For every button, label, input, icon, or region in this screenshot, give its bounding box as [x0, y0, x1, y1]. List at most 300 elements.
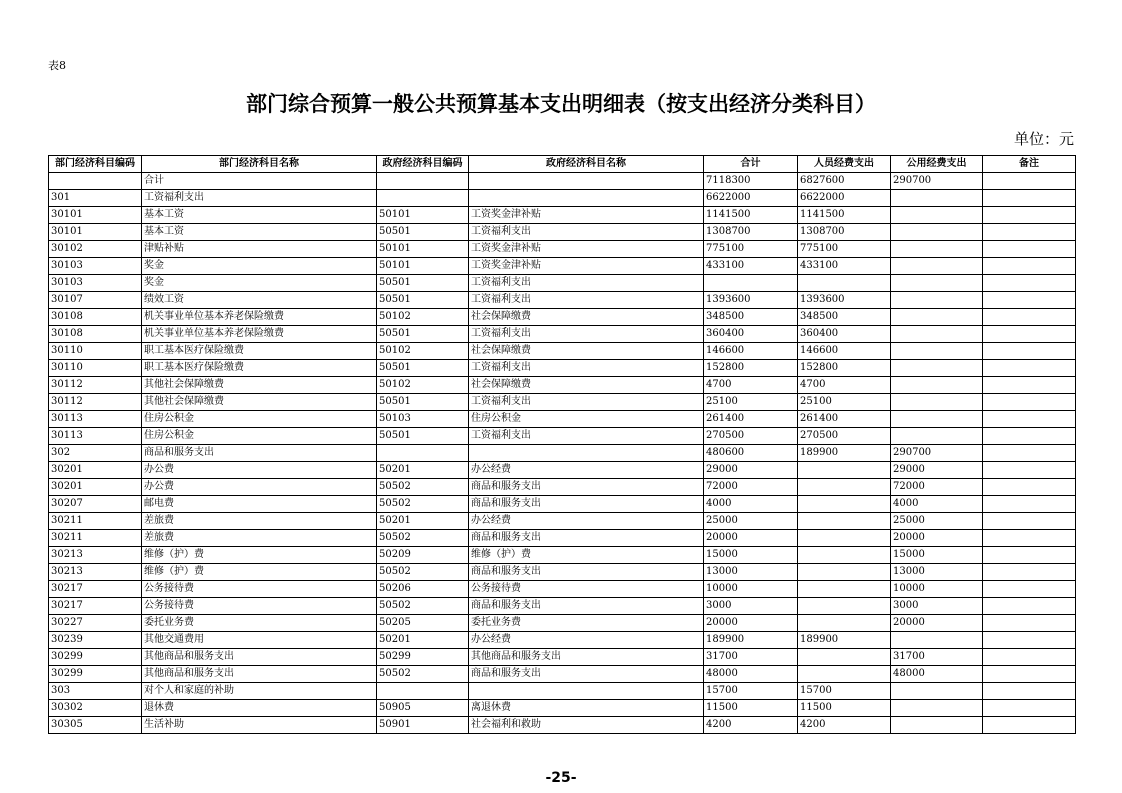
- table-cell: 348500: [704, 309, 798, 326]
- table-cell: 4200: [704, 717, 798, 734]
- page-number: -25-: [545, 770, 577, 786]
- table-cell: 住房公积金: [469, 411, 704, 428]
- table-cell: [983, 190, 1076, 207]
- table-cell: 工资奖金津补贴: [469, 207, 704, 224]
- table-cell: 维修（护）费: [142, 564, 377, 581]
- table-cell: 20000: [704, 615, 798, 632]
- table-cell: 工资福利支出: [469, 275, 704, 292]
- table-cell: 住房公积金: [142, 428, 377, 445]
- table-cell: [891, 411, 983, 428]
- table-cell: 30213: [49, 564, 142, 581]
- table-cell: [983, 360, 1076, 377]
- table-row: [49, 377, 1076, 394]
- table-cell: 50102: [377, 377, 469, 394]
- table-cell: 职工基本医疗保险缴费: [142, 360, 377, 377]
- table-cell: [983, 326, 1076, 343]
- table-cell: 189900: [798, 632, 891, 649]
- table-cell: 15700: [704, 683, 798, 700]
- table-row: [49, 275, 1076, 292]
- table-cell: [983, 547, 1076, 564]
- table-cell: 办公经费: [469, 632, 704, 649]
- table-cell: 委托业务费: [142, 615, 377, 632]
- table-cell: [798, 598, 891, 615]
- table-cell: 50501: [377, 428, 469, 445]
- table-cell: 30113: [49, 411, 142, 428]
- table-cell: [983, 377, 1076, 394]
- table-cell: [798, 547, 891, 564]
- table-cell: 30207: [49, 496, 142, 513]
- table-cell: 商品和服务支出: [469, 564, 704, 581]
- table-cell: 住房公积金: [142, 411, 377, 428]
- table-cell: 50101: [377, 207, 469, 224]
- table-cell: 社会福利和救助: [469, 717, 704, 734]
- table-cell: [983, 207, 1076, 224]
- table-cell: 基本工资: [142, 224, 377, 241]
- table-cell: [891, 258, 983, 275]
- table-cell: [891, 360, 983, 377]
- table-cell: [798, 462, 891, 479]
- table-row: [49, 683, 1076, 700]
- table-cell: [983, 683, 1076, 700]
- table-cell: 公务接待费: [142, 598, 377, 615]
- table-cell: 维修（护）费: [469, 547, 704, 564]
- table-cell: [983, 428, 1076, 445]
- table-cell: 商品和服务支出: [469, 479, 704, 496]
- table-cell: [891, 275, 983, 292]
- table-cell: 50901: [377, 717, 469, 734]
- table-cell: 50201: [377, 632, 469, 649]
- table-cell: 4200: [798, 717, 891, 734]
- header-cell: 人员经费支出: [798, 156, 891, 173]
- header-cell: 公用经费支出: [891, 156, 983, 173]
- table-cell: [983, 343, 1076, 360]
- table-cell: 3000: [891, 598, 983, 615]
- table-cell: [891, 207, 983, 224]
- table-cell: 30110: [49, 343, 142, 360]
- table-cell: 30217: [49, 598, 142, 615]
- table-cell: [469, 445, 704, 462]
- table-cell: [983, 394, 1076, 411]
- table-cell: 30107: [49, 292, 142, 309]
- table-cell: 11500: [704, 700, 798, 717]
- table-cell: [798, 649, 891, 666]
- table-cell: [983, 666, 1076, 683]
- table-cell: [469, 173, 704, 190]
- header-cell: 部门经济科目名称: [142, 156, 377, 173]
- table-cell: [377, 445, 469, 462]
- table-cell: 20000: [891, 530, 983, 547]
- table-cell: 15700: [798, 683, 891, 700]
- table-cell: 30305: [49, 717, 142, 734]
- header-cell: 政府经济科目编码: [377, 156, 469, 173]
- table-cell: [983, 598, 1076, 615]
- table-cell: 委托业务费: [469, 615, 704, 632]
- table-cell: [983, 292, 1076, 309]
- page-title: 部门综合预算一般公共预算基本支出明细表（按支出经济分类科目）: [246, 92, 876, 116]
- table-cell: [983, 224, 1076, 241]
- table-cell: 30112: [49, 377, 142, 394]
- table-row: [49, 411, 1076, 428]
- table-cell: 邮电费: [142, 496, 377, 513]
- table-cell: 30239: [49, 632, 142, 649]
- table-cell: 其他社会保障缴费: [142, 377, 377, 394]
- table-cell: [983, 564, 1076, 581]
- table-cell: 15000: [704, 547, 798, 564]
- table-cell: 职工基本医疗保险缴费: [142, 343, 377, 360]
- table-cell: 50102: [377, 309, 469, 326]
- table-row: [49, 547, 1076, 564]
- table-cell: [798, 666, 891, 683]
- table-cell: 4000: [704, 496, 798, 513]
- budget-table: [48, 155, 1076, 734]
- table-cell: [983, 700, 1076, 717]
- table-cell: 津贴补贴: [142, 241, 377, 258]
- table-cell: 其他商品和服务支出: [142, 649, 377, 666]
- table-cell: 50501: [377, 224, 469, 241]
- table-cell: 189900: [798, 445, 891, 462]
- table-cell: 433100: [798, 258, 891, 275]
- table-row: [49, 649, 1076, 666]
- table-cell: 31700: [704, 649, 798, 666]
- table-cell: 480600: [704, 445, 798, 462]
- table-cell: 303: [49, 683, 142, 700]
- table-cell: [891, 190, 983, 207]
- table-cell: 30211: [49, 513, 142, 530]
- table-cell: 290700: [891, 173, 983, 190]
- table-cell: 30113: [49, 428, 142, 445]
- table-cell: 50501: [377, 394, 469, 411]
- table-label: 表8: [48, 59, 66, 72]
- table-cell: [983, 496, 1076, 513]
- table-cell: 合计: [142, 173, 377, 190]
- table-cell: [798, 513, 891, 530]
- table-cell: 办公费: [142, 462, 377, 479]
- table-cell: 50501: [377, 292, 469, 309]
- table-cell: [983, 241, 1076, 258]
- table-cell: [798, 615, 891, 632]
- table-cell: 270500: [798, 428, 891, 445]
- table-cell: 261400: [798, 411, 891, 428]
- table-cell: 50502: [377, 666, 469, 683]
- table-row: [49, 496, 1076, 513]
- table-cell: 工资奖金津补贴: [469, 241, 704, 258]
- table-cell: 30103: [49, 275, 142, 292]
- table-cell: 48000: [704, 666, 798, 683]
- header-row: [49, 156, 1076, 173]
- table-cell: 机关事业单位基本养老保险缴费: [142, 326, 377, 343]
- table-cell: 办公费: [142, 479, 377, 496]
- table-cell: 工资福利支出: [469, 428, 704, 445]
- table-cell: 25000: [704, 513, 798, 530]
- table-cell: 50905: [377, 700, 469, 717]
- table-row: [49, 224, 1076, 241]
- table-cell: 50501: [377, 360, 469, 377]
- table-cell: 对个人和家庭的补助: [142, 683, 377, 700]
- table-cell: 30227: [49, 615, 142, 632]
- table-cell: 50103: [377, 411, 469, 428]
- table-row: [49, 513, 1076, 530]
- table-row: [49, 479, 1076, 496]
- table-cell: 30211: [49, 530, 142, 547]
- table-row: [49, 632, 1076, 649]
- table-cell: 生活补助: [142, 717, 377, 734]
- table-cell: [891, 428, 983, 445]
- table-cell: [983, 717, 1076, 734]
- table-cell: 工资福利支出: [469, 394, 704, 411]
- table-cell: [983, 275, 1076, 292]
- table-cell: 其他商品和服务支出: [469, 649, 704, 666]
- table-cell: 奖金: [142, 258, 377, 275]
- table-cell: 4000: [891, 496, 983, 513]
- table-cell: 25100: [704, 394, 798, 411]
- table-row: [49, 241, 1076, 258]
- table-cell: 290700: [891, 445, 983, 462]
- table-cell: 1308700: [704, 224, 798, 241]
- table-cell: [891, 241, 983, 258]
- table-cell: 50502: [377, 564, 469, 581]
- table-cell: 30217: [49, 581, 142, 598]
- table-cell: 50201: [377, 513, 469, 530]
- table-cell: 48000: [891, 666, 983, 683]
- table-cell: 公务接待费: [469, 581, 704, 598]
- table-cell: 13000: [704, 564, 798, 581]
- table-cell: 30201: [49, 479, 142, 496]
- table-cell: [983, 649, 1076, 666]
- table-cell: 50102: [377, 343, 469, 360]
- table-cell: 30110: [49, 360, 142, 377]
- table-cell: 72000: [704, 479, 798, 496]
- table-cell: [891, 700, 983, 717]
- table-cell: 退休费: [142, 700, 377, 717]
- table-cell: 11500: [798, 700, 891, 717]
- table-cell: [891, 717, 983, 734]
- table-cell: 775100: [798, 241, 891, 258]
- table-cell: 189900: [704, 632, 798, 649]
- table-cell: [983, 462, 1076, 479]
- table-row: [49, 190, 1076, 207]
- table-cell: 绩效工资: [142, 292, 377, 309]
- table-cell: [891, 683, 983, 700]
- table-row: [49, 530, 1076, 547]
- table-cell: [983, 632, 1076, 649]
- table-cell: [891, 309, 983, 326]
- table-row: [49, 394, 1076, 411]
- table-cell: 50502: [377, 479, 469, 496]
- table-row: [49, 666, 1076, 683]
- table-cell: 4700: [798, 377, 891, 394]
- table-cell: 其他社会保障缴费: [142, 394, 377, 411]
- table-cell: 30102: [49, 241, 142, 258]
- table-cell: [49, 173, 142, 190]
- table-cell: 1141500: [704, 207, 798, 224]
- table-cell: 1141500: [798, 207, 891, 224]
- table-cell: 3000: [704, 598, 798, 615]
- table-body: [49, 173, 1076, 734]
- table-cell: 775100: [704, 241, 798, 258]
- table-cell: [983, 309, 1076, 326]
- table-cell: 6827600: [798, 173, 891, 190]
- table-cell: [377, 173, 469, 190]
- table-row: [49, 581, 1076, 598]
- table-cell: 30108: [49, 326, 142, 343]
- table-cell: 72000: [891, 479, 983, 496]
- table-cell: [891, 377, 983, 394]
- table-cell: [798, 496, 891, 513]
- table-cell: 25100: [798, 394, 891, 411]
- table-cell: 机关事业单位基本养老保险缴费: [142, 309, 377, 326]
- table-cell: 152800: [798, 360, 891, 377]
- table-cell: 146600: [798, 343, 891, 360]
- table-cell: 商品和服务支出: [469, 496, 704, 513]
- table-cell: [377, 683, 469, 700]
- table-row: [49, 700, 1076, 717]
- table-cell: 30101: [49, 224, 142, 241]
- table-cell: 商品和服务支出: [142, 445, 377, 462]
- table-cell: 360400: [704, 326, 798, 343]
- table-cell: 工资奖金津补贴: [469, 258, 704, 275]
- table-row: [49, 598, 1076, 615]
- table-cell: 270500: [704, 428, 798, 445]
- table-row: [49, 360, 1076, 377]
- table-cell: 商品和服务支出: [469, 666, 704, 683]
- table-row: [49, 326, 1076, 343]
- table-row: [49, 343, 1076, 360]
- table-cell: [983, 173, 1076, 190]
- table-cell: 1308700: [798, 224, 891, 241]
- table-cell: 维修（护）费: [142, 547, 377, 564]
- table-cell: [798, 581, 891, 598]
- table-cell: [469, 190, 704, 207]
- table-cell: 29000: [891, 462, 983, 479]
- table-row: [49, 292, 1076, 309]
- table-cell: 50502: [377, 530, 469, 547]
- table-cell: [469, 683, 704, 700]
- table-cell: 302: [49, 445, 142, 462]
- table-cell: 152800: [704, 360, 798, 377]
- table-cell: [798, 564, 891, 581]
- table-cell: 50502: [377, 496, 469, 513]
- table-cell: 工资福利支出: [142, 190, 377, 207]
- table-cell: 25000: [891, 513, 983, 530]
- table-row: [49, 309, 1076, 326]
- table-row: [49, 462, 1076, 479]
- table-cell: 50101: [377, 241, 469, 258]
- table-row: [49, 717, 1076, 734]
- table-cell: 29000: [704, 462, 798, 479]
- table-cell: 社会保障缴费: [469, 377, 704, 394]
- table-cell: 50502: [377, 598, 469, 615]
- table-row: [49, 445, 1076, 462]
- table-cell: 50101: [377, 258, 469, 275]
- table-cell: 50299: [377, 649, 469, 666]
- table-cell: 433100: [704, 258, 798, 275]
- table-cell: 30299: [49, 666, 142, 683]
- table-cell: [704, 275, 798, 292]
- header-cell: 部门经济科目编码: [49, 156, 142, 173]
- table-cell: 工资福利支出: [469, 292, 704, 309]
- table-cell: 办公经费: [469, 513, 704, 530]
- table-cell: 4700: [704, 377, 798, 394]
- table-cell: [891, 292, 983, 309]
- table-row: [49, 258, 1076, 275]
- table-row: [49, 428, 1076, 445]
- table-cell: 50205: [377, 615, 469, 632]
- table-cell: 7118300: [704, 173, 798, 190]
- table-cell: [377, 190, 469, 207]
- table-cell: 1393600: [704, 292, 798, 309]
- table-cell: [983, 581, 1076, 598]
- table-cell: 50201: [377, 462, 469, 479]
- table-cell: 社会保障缴费: [469, 343, 704, 360]
- table-cell: [891, 394, 983, 411]
- table-cell: 工资福利支出: [469, 224, 704, 241]
- table-cell: 30108: [49, 309, 142, 326]
- table-cell: 31700: [891, 649, 983, 666]
- table-cell: 146600: [704, 343, 798, 360]
- unit-label: 单位：元: [1013, 130, 1074, 148]
- header-cell: 政府经济科目名称: [469, 156, 704, 173]
- table-row: [49, 615, 1076, 632]
- table-cell: 基本工资: [142, 207, 377, 224]
- table-cell: 10000: [704, 581, 798, 598]
- table-row: [49, 173, 1076, 190]
- table-cell: [891, 343, 983, 360]
- header-cell: 备注: [983, 156, 1076, 173]
- table-cell: 离退休费: [469, 700, 704, 717]
- table-cell: [983, 513, 1076, 530]
- table-cell: 6622000: [798, 190, 891, 207]
- table-cell: 50206: [377, 581, 469, 598]
- table-cell: 奖金: [142, 275, 377, 292]
- table-cell: 50501: [377, 275, 469, 292]
- table-cell: 10000: [891, 581, 983, 598]
- table-cell: [891, 326, 983, 343]
- table-cell: [983, 530, 1076, 547]
- table-cell: [983, 258, 1076, 275]
- table-cell: [798, 275, 891, 292]
- table-cell: 其他交通费用: [142, 632, 377, 649]
- table-cell: 其他商品和服务支出: [142, 666, 377, 683]
- header-cell: 合计: [704, 156, 798, 173]
- table-cell: 社会保障缴费: [469, 309, 704, 326]
- table-cell: 50501: [377, 326, 469, 343]
- table-cell: 6622000: [704, 190, 798, 207]
- table-cell: [891, 632, 983, 649]
- table-cell: 261400: [704, 411, 798, 428]
- table-row: [49, 564, 1076, 581]
- table-cell: 30299: [49, 649, 142, 666]
- table-cell: 30201: [49, 462, 142, 479]
- table-cell: [983, 479, 1076, 496]
- table-cell: 15000: [891, 547, 983, 564]
- table-cell: 30101: [49, 207, 142, 224]
- table-cell: 公务接待费: [142, 581, 377, 598]
- table-cell: [983, 615, 1076, 632]
- table-cell: [983, 411, 1076, 428]
- table-cell: 20000: [891, 615, 983, 632]
- table-cell: 50209: [377, 547, 469, 564]
- table-cell: 工资福利支出: [469, 360, 704, 377]
- table-cell: 差旅费: [142, 530, 377, 547]
- table-cell: 商品和服务支出: [469, 598, 704, 615]
- table-cell: 1393600: [798, 292, 891, 309]
- table-cell: [798, 479, 891, 496]
- table-cell: 工资福利支出: [469, 326, 704, 343]
- table-cell: 30103: [49, 258, 142, 275]
- table-cell: [798, 530, 891, 547]
- table-cell: [983, 445, 1076, 462]
- table-row: [49, 207, 1076, 224]
